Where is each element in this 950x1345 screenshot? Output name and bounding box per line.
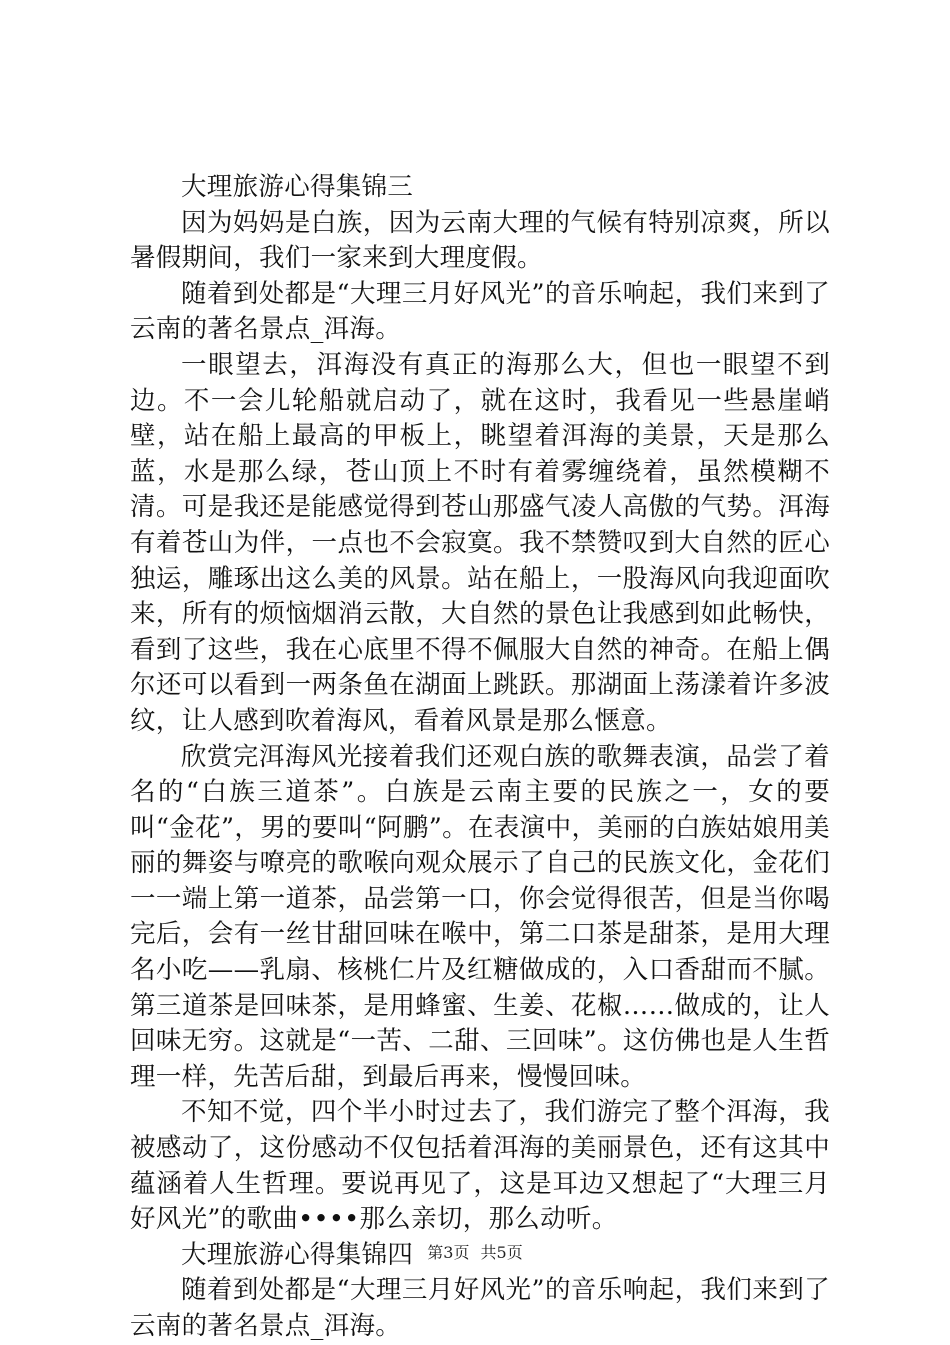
page-number: 第3页: [427, 1243, 470, 1262]
paragraph: 一眼望去，洱海没有真正的海那么大，但也一眼望不到边。不一会儿轮船就启动了，就在这时，我看见一些悬崖峭壁，站在船上最高的甲板上，眺望着洱海的美景，天是那么蓝，水是那么绿，苍山顶上不时有着雾缠绕着，虽然模糊不清。可是我还是能感觉得到苍山那盛气凌人高傲的气势。洱海有着苍山为伴，一点也不会寂寞。我不禁赞叹到大自然的匠心独运，雕琢出这么美的风景。站在船上，一股海风向我迎面吹来，所有的烦恼烟消云散，大自然的景色让我感到如此畅快，看到了这些，我在心底里不得不佩服大自然的神奇。在船上偶尔还可以看到一两条鱼在湖面上跳跃。那湖面上荡漾着许多波纹，让人感到吹着海风，看着风景是那么惬意。: [130, 349, 830, 736]
paragraph: 欣赏完洱海风光接着我们还观白族的歌舞表演，品尝了着名的“白族三道茶”。白族是云南主要的民族之一，女的要叫“金花”，男的要叫“阿鹏”。在表演中，美丽的白族姑娘用美丽的舞姿与嘹亮的歌喉向观众展示了自己的民族文化，金花们一一端上第一道茶，品尝第一口，你会觉得很苦，但是当你喝完后，会有一丝甘甜回味在喉中，第二口茶是甜茶，是用大理名小吃——乳扇、核桃仁片及红糖做成的，入口香甜而不腻。第三道茶是回味茶，是用蜂蜜、生姜、花椒……做成的，让人回味无穷。这就是“一苦、二甜、三回味”。这仿佛也是人生哲理一样，先苦后甜，到最后再来，慢慢回味。: [130, 741, 830, 1092]
paragraph: 随着到处都是“大理三月好风光”的音乐响起，我们来到了云南的著名景点_洱海。: [130, 1275, 830, 1341]
section-heading-three: 大理旅游心得集锦三: [181, 172, 414, 202]
paragraph: 不知不觉，四个半小时过去了，我们游完了整个洱海，我被感动了，这份感动不仅包括着洱海的美丽景色，还有这其中蕴涵着人生哲理。要说再见了，这是耳边又想起了“大理三月好风光”的歌曲••••那么亲切，那么动听。: [130, 1097, 830, 1235]
paragraph: 因为妈妈是白族，因为云南大理的气候有特别凉爽，所以暑假期间，我们一家来到大理度假。: [130, 207, 830, 274]
document-body: [130, 170, 830, 1345]
section-heading-four: 大理旅游心得集锦四: [181, 1239, 414, 1270]
page-total: 共5页: [480, 1243, 523, 1262]
page-footer: [0, 1243, 950, 1263]
paragraph: 随着到处都是“大理三月好风光”的音乐响起，我们来到了云南的著名景点_洱海。: [130, 278, 830, 345]
